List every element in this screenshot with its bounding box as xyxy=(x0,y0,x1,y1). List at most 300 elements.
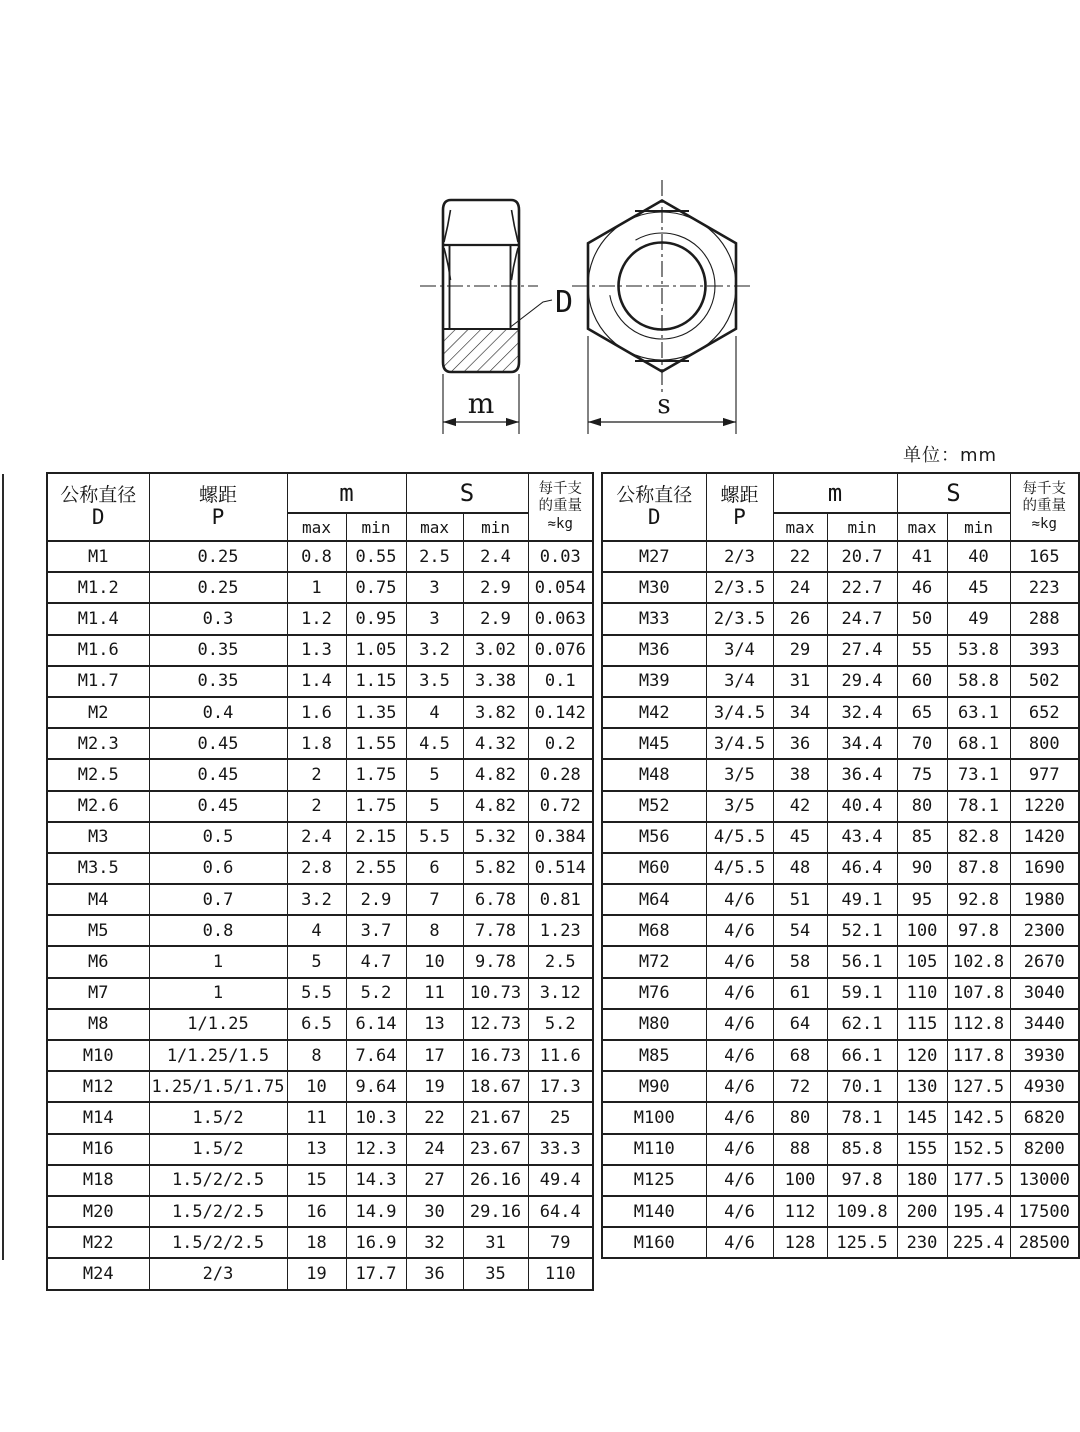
table-cell: 0.4 xyxy=(149,697,287,728)
page-edge-line xyxy=(2,474,4,1260)
table-cell: 40.4 xyxy=(827,791,897,822)
table-cell: 3.7 xyxy=(346,915,406,946)
table-cell: 0.8 xyxy=(287,541,346,572)
table-cell: 4/6 xyxy=(706,946,773,977)
table-cell: M140 xyxy=(602,1196,706,1227)
header-weight-line3: ≈kg xyxy=(1031,516,1057,533)
section-hatch xyxy=(443,329,519,372)
table-cell: M125 xyxy=(602,1165,706,1196)
table-cell: M10 xyxy=(47,1040,149,1071)
table-cell: 36 xyxy=(406,1258,463,1289)
table-cell: M1.6 xyxy=(47,635,149,666)
header-m-min: min xyxy=(827,513,897,541)
table-row xyxy=(602,853,1079,884)
header-diameter-letter: D xyxy=(91,505,105,530)
table-cell: 2/3.5 xyxy=(706,572,773,603)
table-cell: 1.3 xyxy=(287,635,346,666)
table-cell: 31 xyxy=(773,666,827,697)
table-cell: 59.1 xyxy=(827,978,897,1009)
table-cell: 3/4 xyxy=(706,666,773,697)
table-row xyxy=(47,1258,593,1289)
table-cell: 3.38 xyxy=(463,666,528,697)
table-cell: 68.1 xyxy=(947,728,1010,759)
table-row xyxy=(602,635,1079,666)
table-cell: 0.35 xyxy=(149,666,287,697)
table-cell: M100 xyxy=(602,1102,706,1133)
table-cell: 2.4 xyxy=(463,541,528,572)
right-spec-table xyxy=(601,472,1080,1259)
table-row xyxy=(602,822,1079,853)
table-cell: 19 xyxy=(406,1071,463,1102)
table-cell: 112 xyxy=(773,1196,827,1227)
table-cell: 2/3.5 xyxy=(706,603,773,634)
table-cell: 3/4 xyxy=(706,635,773,666)
table-row xyxy=(602,759,1079,790)
table-cell: 155 xyxy=(897,1134,947,1165)
table-cell: M52 xyxy=(602,791,706,822)
table-row xyxy=(47,728,593,759)
table-cell: 225.4 xyxy=(947,1227,1010,1258)
table-cell: 3 xyxy=(406,603,463,634)
table-row xyxy=(47,572,593,603)
table-cell: 51 xyxy=(773,884,827,915)
table-cell: M2.6 xyxy=(47,791,149,822)
table-cell: 0.81 xyxy=(528,884,593,915)
table-row xyxy=(47,1134,593,1165)
table-cell: 61 xyxy=(773,978,827,1009)
table-cell: 4/6 xyxy=(706,1102,773,1133)
table-cell: 0.1 xyxy=(528,666,593,697)
bore-leader-line xyxy=(511,300,553,327)
table-cell: 107.8 xyxy=(947,978,1010,1009)
table-cell: 17.3 xyxy=(528,1071,593,1102)
table-cell: 33.3 xyxy=(528,1134,593,1165)
table-cell: 58.8 xyxy=(947,666,1010,697)
table-cell: 102.8 xyxy=(947,946,1010,977)
bore-label: D xyxy=(554,285,574,320)
table-cell: 165 xyxy=(1010,541,1079,572)
table-cell: 200 xyxy=(897,1196,947,1227)
table-cell: M2.5 xyxy=(47,759,149,790)
table-cell: 97.8 xyxy=(827,1165,897,1196)
table-cell: M33 xyxy=(602,603,706,634)
table-cell: 34 xyxy=(773,697,827,728)
table-row xyxy=(47,822,593,853)
table-cell: 41 xyxy=(897,541,947,572)
table-row xyxy=(47,946,593,977)
table-cell: 3.12 xyxy=(528,978,593,1009)
table-cell: 29 xyxy=(773,635,827,666)
table-row xyxy=(602,728,1079,759)
height-dimension-label: m xyxy=(467,387,495,420)
table-row xyxy=(602,1196,1079,1227)
table-cell: M80 xyxy=(602,1009,706,1040)
table-cell: 10.3 xyxy=(346,1102,406,1133)
table-cell: 1.8 xyxy=(287,728,346,759)
table-cell: 9.64 xyxy=(346,1071,406,1102)
table-cell: 52.1 xyxy=(827,915,897,946)
table-cell: M1 xyxy=(47,541,149,572)
table-cell: M1.7 xyxy=(47,666,149,697)
table-cell: 1/1.25/1.5 xyxy=(149,1040,287,1071)
table-cell: 80 xyxy=(773,1102,827,1133)
table-cell: 3.02 xyxy=(463,635,528,666)
header-m: m xyxy=(287,473,406,513)
table-cell: 56.1 xyxy=(827,946,897,977)
table-row xyxy=(47,791,593,822)
table-cell: 75 xyxy=(897,759,947,790)
table-cell: 6820 xyxy=(1010,1102,1079,1133)
table-cell: 24 xyxy=(406,1134,463,1165)
header-weight-line2: 的重量 xyxy=(538,498,583,515)
right-table-header xyxy=(602,473,1079,541)
table-cell: 2.4 xyxy=(287,822,346,853)
table-cell: 26 xyxy=(773,603,827,634)
table-cell: 63.1 xyxy=(947,697,1010,728)
table-row xyxy=(47,1102,593,1133)
table-cell: 0.5 xyxy=(149,822,287,853)
table-cell: 2/3 xyxy=(149,1258,287,1289)
table-row xyxy=(602,1134,1079,1165)
table-cell: 2.55 xyxy=(346,853,406,884)
table-row xyxy=(602,915,1079,946)
table-cell: 1690 xyxy=(1010,853,1079,884)
table-cell: 80 xyxy=(897,791,947,822)
header-nominal-diameter xyxy=(47,473,149,541)
table-row xyxy=(47,759,593,790)
table-cell: 105 xyxy=(897,946,947,977)
table-cell: 15 xyxy=(287,1165,346,1196)
table-cell: 49.4 xyxy=(528,1165,593,1196)
table-cell: 8200 xyxy=(1010,1134,1079,1165)
table-cell: M4 xyxy=(47,884,149,915)
table-cell: M3 xyxy=(47,822,149,853)
table-cell: 1.4 xyxy=(287,666,346,697)
table-cell: 1/1.25 xyxy=(149,1009,287,1040)
table-cell: 21.67 xyxy=(463,1102,528,1133)
table-cell: 3.2 xyxy=(406,635,463,666)
table-cell: 1.2 xyxy=(287,603,346,634)
table-cell: 1.5/2/2.5 xyxy=(149,1165,287,1196)
table-cell: 32 xyxy=(406,1227,463,1258)
left-spec-table xyxy=(46,472,594,1291)
table-cell: 11 xyxy=(287,1102,346,1133)
table-cell: M2.3 xyxy=(47,728,149,759)
table-cell: 24 xyxy=(773,572,827,603)
table-cell: 58 xyxy=(773,946,827,977)
table-cell: 7 xyxy=(406,884,463,915)
table-row xyxy=(47,603,593,634)
table-cell: 85.8 xyxy=(827,1134,897,1165)
table-cell: 4/6 xyxy=(706,1134,773,1165)
table-cell: 27.4 xyxy=(827,635,897,666)
table-cell: 36 xyxy=(773,728,827,759)
table-cell: 5.5 xyxy=(287,978,346,1009)
table-cell: 29.4 xyxy=(827,666,897,697)
table-cell: M3.5 xyxy=(47,853,149,884)
table-cell: 0.28 xyxy=(528,759,593,790)
table-cell: 97.8 xyxy=(947,915,1010,946)
table-row xyxy=(602,572,1079,603)
table-row xyxy=(47,635,593,666)
table-cell: M27 xyxy=(602,541,706,572)
table-cell: 145 xyxy=(897,1102,947,1133)
table-row xyxy=(602,697,1079,728)
table-cell: 70.1 xyxy=(827,1071,897,1102)
table-cell: 2.9 xyxy=(463,572,528,603)
table-cell: 5.5 xyxy=(406,822,463,853)
table-cell: 73.1 xyxy=(947,759,1010,790)
table-cell: 1.35 xyxy=(346,697,406,728)
table-cell: 0.6 xyxy=(149,853,287,884)
table-cell: 16.73 xyxy=(463,1040,528,1071)
header-m-min: min xyxy=(346,513,406,541)
table-cell: 18 xyxy=(287,1227,346,1258)
table-cell: 3040 xyxy=(1010,978,1079,1009)
table-cell: M8 xyxy=(47,1009,149,1040)
table-cell: 34.4 xyxy=(827,728,897,759)
header-s-min: min xyxy=(463,513,528,541)
table-cell: 90 xyxy=(897,853,947,884)
table-cell: 502 xyxy=(1010,666,1079,697)
table-cell: 977 xyxy=(1010,759,1079,790)
table-cell: 0.95 xyxy=(346,603,406,634)
table-cell: 11.6 xyxy=(528,1040,593,1071)
table-cell: 2 xyxy=(287,791,346,822)
table-cell: 82.8 xyxy=(947,822,1010,853)
table-cell: 4/6 xyxy=(706,1196,773,1227)
table-cell: 1.5/2 xyxy=(149,1134,287,1165)
table-cell: 22 xyxy=(406,1102,463,1133)
table-row xyxy=(47,1165,593,1196)
table-cell: 115 xyxy=(897,1009,947,1040)
table-cell: 125.5 xyxy=(827,1227,897,1258)
table-cell: 4/6 xyxy=(706,1071,773,1102)
table-cell: 22.7 xyxy=(827,572,897,603)
table-cell: 28500 xyxy=(1010,1227,1079,1258)
table-cell: 3.82 xyxy=(463,697,528,728)
table-cell: 3/4.5 xyxy=(706,728,773,759)
table-cell: 3.2 xyxy=(287,884,346,915)
table-cell: 2.15 xyxy=(346,822,406,853)
table-cell: M24 xyxy=(47,1258,149,1289)
table-cell: M48 xyxy=(602,759,706,790)
header-s-max: max xyxy=(406,513,463,541)
table-cell: 68 xyxy=(773,1040,827,1071)
table-cell: 5.32 xyxy=(463,822,528,853)
table-cell: M72 xyxy=(602,946,706,977)
table-cell: 10 xyxy=(406,946,463,977)
table-cell: 23.67 xyxy=(463,1134,528,1165)
table-cell: 0.45 xyxy=(149,791,287,822)
table-cell: 78.1 xyxy=(827,1102,897,1133)
table-row xyxy=(602,791,1079,822)
table-cell: 4.82 xyxy=(463,791,528,822)
table-cell: 4/6 xyxy=(706,1009,773,1040)
table-cell: 40 xyxy=(947,541,1010,572)
table-cell: 17.7 xyxy=(346,1258,406,1289)
table-cell: 1 xyxy=(287,572,346,603)
table-cell: 4/6 xyxy=(706,884,773,915)
table-cell: M1.4 xyxy=(47,603,149,634)
table-cell: 120 xyxy=(897,1040,947,1071)
table-cell: 5.82 xyxy=(463,853,528,884)
table-cell: 4/6 xyxy=(706,1165,773,1196)
table-cell: M2 xyxy=(47,697,149,728)
table-cell: 10.73 xyxy=(463,978,528,1009)
table-cell: 3 xyxy=(406,572,463,603)
table-cell: 87.8 xyxy=(947,853,1010,884)
table-cell: 0.8 xyxy=(149,915,287,946)
table-cell: 14.9 xyxy=(346,1196,406,1227)
table-cell: M160 xyxy=(602,1227,706,1258)
table-cell: 46.4 xyxy=(827,853,897,884)
header-pitch xyxy=(149,473,287,541)
table-row xyxy=(47,1196,593,1227)
table-cell: M30 xyxy=(602,572,706,603)
table-cell: 1 xyxy=(149,946,287,977)
table-cell: M76 xyxy=(602,978,706,1009)
table-cell: M36 xyxy=(602,635,706,666)
table-cell: 3/5 xyxy=(706,791,773,822)
table-cell: 1.25/1.5/1.75 xyxy=(149,1071,287,1102)
table-cell: 0.55 xyxy=(346,541,406,572)
table-cell: 652 xyxy=(1010,697,1079,728)
table-row xyxy=(602,1227,1079,1258)
table-cell: 0.063 xyxy=(528,603,593,634)
table-row xyxy=(47,1040,593,1071)
table-cell: 130 xyxy=(897,1071,947,1102)
table-cell: 22 xyxy=(773,541,827,572)
table-cell: 18.67 xyxy=(463,1071,528,1102)
table-cell: 1.5/2/2.5 xyxy=(149,1227,287,1258)
table-cell: 5 xyxy=(287,946,346,977)
header-pitch xyxy=(706,473,773,541)
header-s: S xyxy=(406,473,528,513)
table-row xyxy=(47,978,593,1009)
table-cell: M12 xyxy=(47,1071,149,1102)
table-cell: 6.14 xyxy=(346,1009,406,1040)
table-cell: 0.75 xyxy=(346,572,406,603)
header-m-max: max xyxy=(773,513,827,541)
table-cell: 800 xyxy=(1010,728,1079,759)
table-row xyxy=(602,1102,1079,1133)
table-cell: 2 xyxy=(287,759,346,790)
table-cell: 0.054 xyxy=(528,572,593,603)
table-cell: M60 xyxy=(602,853,706,884)
table-cell: 4/6 xyxy=(706,1227,773,1258)
table-cell: M68 xyxy=(602,915,706,946)
header-s: S xyxy=(897,473,1010,513)
left-table-header xyxy=(47,473,593,541)
table-cell: 230 xyxy=(897,1227,947,1258)
table-cell: 0.03 xyxy=(528,541,593,572)
table-cell: M5 xyxy=(47,915,149,946)
table-cell: 223 xyxy=(1010,572,1079,603)
table-cell: 62.1 xyxy=(827,1009,897,1040)
table-cell: 79 xyxy=(528,1227,593,1258)
table-cell: 1 xyxy=(149,978,287,1009)
table-cell: 0.3 xyxy=(149,603,287,634)
table-cell: M20 xyxy=(47,1196,149,1227)
table-cell: 0.514 xyxy=(528,853,593,884)
table-cell: 1.5/2 xyxy=(149,1102,287,1133)
table-cell: 177.5 xyxy=(947,1165,1010,1196)
nut-technical-drawing xyxy=(400,168,820,450)
header-m-max: max xyxy=(287,513,346,541)
table-cell: 9.78 xyxy=(463,946,528,977)
table-row xyxy=(47,884,593,915)
table-cell: M42 xyxy=(602,697,706,728)
table-cell: 112.8 xyxy=(947,1009,1010,1040)
table-cell: 6 xyxy=(406,853,463,884)
table-cell: 110 xyxy=(528,1258,593,1289)
table-cell: 54 xyxy=(773,915,827,946)
table-cell: 13 xyxy=(406,1009,463,1040)
table-cell: 2.5 xyxy=(406,541,463,572)
table-cell: 8 xyxy=(406,915,463,946)
table-cell: 4/6 xyxy=(706,1040,773,1071)
table-cell: 92.8 xyxy=(947,884,1010,915)
table-row xyxy=(47,541,593,572)
header-diameter-cjk: 公称直径 xyxy=(616,483,693,506)
table-row xyxy=(47,853,593,884)
table-cell: 25 xyxy=(528,1102,593,1133)
table-cell: 0.384 xyxy=(528,822,593,853)
table-cell: 7.78 xyxy=(463,915,528,946)
table-cell: 288 xyxy=(1010,603,1079,634)
across-flats-dimension-label: s xyxy=(657,390,671,420)
table-cell: 1420 xyxy=(1010,822,1079,853)
table-cell: 16.9 xyxy=(346,1227,406,1258)
table-row xyxy=(602,978,1079,1009)
header-diameter-cjk: 公称直径 xyxy=(60,483,137,506)
unit-label: 单位：mm xyxy=(903,445,998,466)
table-cell: 0.076 xyxy=(528,635,593,666)
table-cell: 4/6 xyxy=(706,915,773,946)
table-cell: 29.16 xyxy=(463,1196,528,1227)
table-row xyxy=(602,666,1079,697)
table-cell: 3930 xyxy=(1010,1040,1079,1071)
table-cell: M90 xyxy=(602,1071,706,1102)
table-cell: M7 xyxy=(47,978,149,1009)
header-s-min: min xyxy=(947,513,1010,541)
table-cell: 1.15 xyxy=(346,666,406,697)
table-cell: 38 xyxy=(773,759,827,790)
table-cell: 4.7 xyxy=(346,946,406,977)
table-cell: 24.7 xyxy=(827,603,897,634)
table-cell: 152.5 xyxy=(947,1134,1010,1165)
table-cell: 0.35 xyxy=(149,635,287,666)
table-cell: M1.2 xyxy=(47,572,149,603)
table-cell: 0.25 xyxy=(149,541,287,572)
table-cell: 20.7 xyxy=(827,541,897,572)
table-cell: 3/4.5 xyxy=(706,697,773,728)
header-weight xyxy=(528,473,593,541)
table-cell: 4.5 xyxy=(406,728,463,759)
table-cell: 49 xyxy=(947,603,1010,634)
table-cell: 195.4 xyxy=(947,1196,1010,1227)
table-cell: 72 xyxy=(773,1071,827,1102)
header-pitch-letter: P xyxy=(733,505,746,530)
table-row xyxy=(602,603,1079,634)
table-row xyxy=(602,946,1079,977)
table-cell: M18 xyxy=(47,1165,149,1196)
table-cell: M45 xyxy=(602,728,706,759)
header-pitch-cjk: 螺距 xyxy=(198,483,237,506)
table-row xyxy=(47,666,593,697)
table-row xyxy=(47,1227,593,1258)
